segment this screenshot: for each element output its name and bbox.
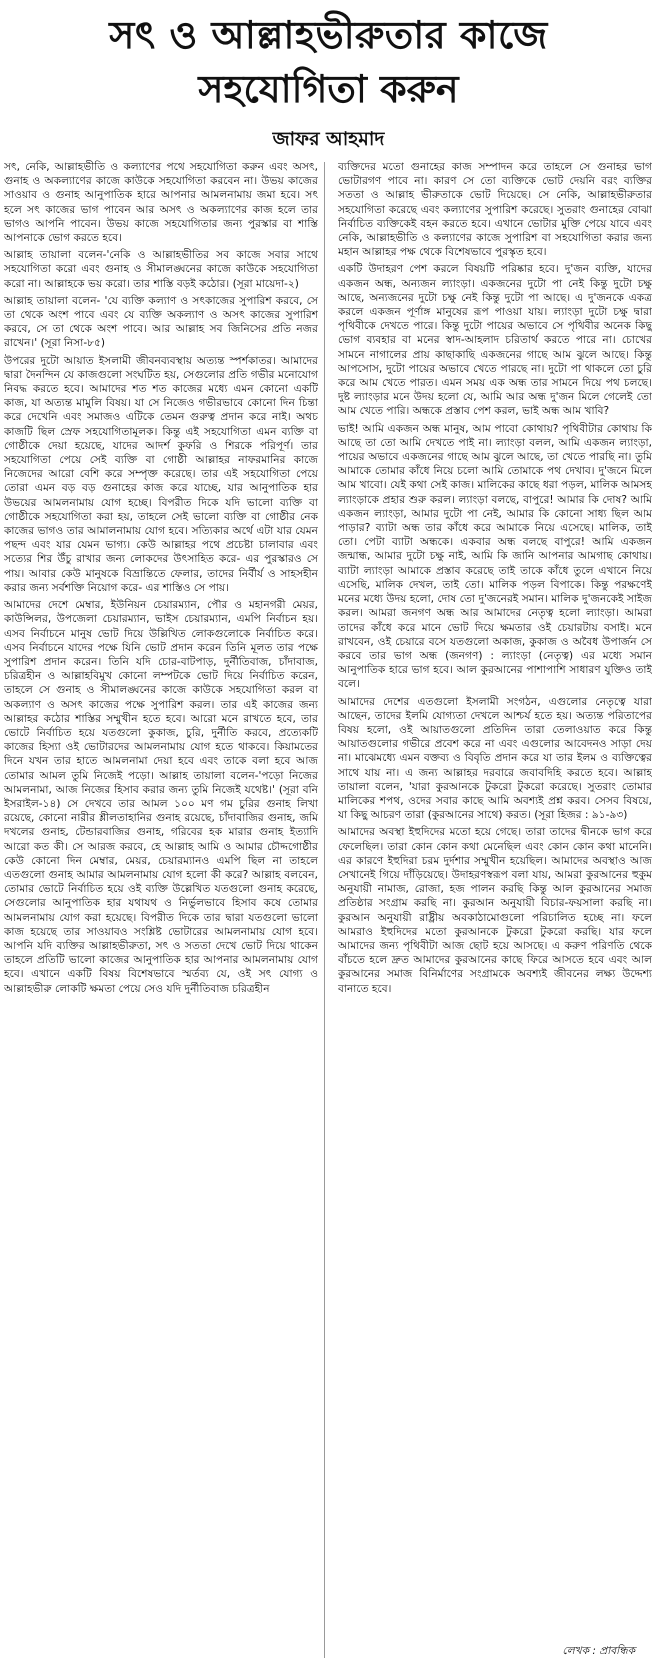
paragraph: উপরের দুটো আয়াত ইসলামী জীবনব্যবস্থায় অত্যন্ত স্পর্শকাতর। আমাদের দ্বারা দৈনন্দিন যে কাজগুলো সংঘটিত হয়, সেগুলোর প্রতি গভীর মনোযোগ নিবদ্ধ করতে হবে। আমাদের শত শত কাজের মধ্যে এমন কোনো একটি কাজ, যা অত্যন্ত মামুলি বিষয়। যা সে নিজেও গভীরভাবে কোনো দিন চিন্তা করে দেখেনি এবং সমাজও এটিকে তেমন গুরুত্ব প্রদান করে নাই। অথচ কাজটি ছিল স্রেফ সহযোগিতামূলক। কিন্তু এই সহযোগিতা এমন ব্যক্তি বা গোষ্ঠীকে দেয়া হয়েছে, যাদের আদর্শ কুফরি ও শিরকে পরিপূর্ণ। তার সহযোগিতা পেয়ে সেই ব্যক্তি বা গোষ্ঠী আল্লাহর নাফরমানির কাজে নিজেদের আরো বেশি করে সম্পৃক্ত করেছে। তার এই সহযোগিতা পেয়ে তোরা এমন বড় বড় গুনাহের কাজ করে যাচ্ছে, যার আনুপাতিক হার উভয়ের আমলনামায় যোগ হচ্ছে। বিপরীত দিকে যদি ভালো ব্যক্তি বা গোষ্ঠীকে সহযোগিতা করা হয়, তাহলে সেই ভালো ব্যক্তি বা গোষ্ঠীর নেক কাজের ভাগও তার আমালনামায় যোগ হবে। সত্যিকার অর্থে এটা যার যেমন পছন্দ এবং যার যেমন ভাগ্য। কেউ আল্লাহর পথে প্রচেষ্টা চালাবার এবং সত্যের শির উঁচু রাখার জন্য লোকদের উৎসাহিত করে- এর পুরস্কারও সে পায়। আবার কেউ মানুষকে বিভ্রান্তিতে ফেলার, তাদের নির্বীর্য ও সাহসহীন করার জন্য সর্বশক্তি নিয়োগ করে- এর শাস্তিও সে পায়।	[4, 354, 318, 594]
paragraph: ব্যক্তিদের মতো গুনাহের কাজ সম্পাদন করে তাহলে সে গুনাহর ভাগ ভোটারগণ পাবে না। কারণ সে তো ব্যক্তিকে ভোট দেয়নি বরং ব্যক্তির সততা ও আল্লাহ ভীরুতাকে ভোট দিয়েছে। সে নেকি, আল্লাহভীরুতার সহযোগিতা করেছে এবং কল্যাণের সুপারিশ করেছে। সুতরাং গুনাহের বোঝা নির্বাচিত ব্যক্তিকেই বহন করতে হবে। এখানে ভোটার মুক্তি পেয়ে যাবে এবং নেকি, আল্লাহভীতি ও কল্যাণের কাজে সুপারিশ বা সহযোগিতা করার জন্য মহান আল্লাহর পক্ষ থেকে বিশেষভাবে পুরস্কৃত হবে।	[338, 161, 652, 259]
paragraph: আমাদের দেশে মেম্বার, ইউনিয়ন চেয়ারম্যান, পৌর ও মহানগরী মেয়র, কাউন্সিলর, উপজেলা চেয়ারম্যান, ভাইস চেয়ারম্যান, এমপি নির্বাচন হয়। এসব নির্বাচনে মানুষ ভোট দিয়ে উল্লিখিত লোকগুলোকে নির্বাচিত করে। এসব নির্বাচনে যাদের পক্ষে যিনি ভোট প্রদান করেন তিনি মূলত তার পক্ষে সুপারিশ প্রদান করেন। তিনি যদি চোর-বাটপাড়, দুর্নীতিবাজ, চাঁদাবাজ, চরিত্রহীন ও আল্লাহবিমুখ কোনো লম্পটকে ভোট দিয়ে নির্বাচিত করেন, তাহলে সে গুনাহ ও সীমালঙ্ঘনের কাজে কাউকে সহযোগিতা করল বা অকল্যাণ ও অসৎ কাজের পক্ষে সুপারিশ করল। তার এই কাজের জন্য আল্লাহর কঠোর শাস্তির সম্মুখীন হতে হবে। আরো মনে রাখতে হবে, তার ভোটে নির্বাচিত হয়ে যতগুলো কুকাজ, চুরি, দুর্নীতি করবে, প্রত্যেকটি কাজের হিস্যা ওই ভোটারদের আমলনামায় যোগ হতে থাকবে। কিয়ামতের দিনে যখন তার হাতে আমলনামা দেয়া হবে এবং তাকে বলা হবে আজ তোমার আমল তুমি নিজেই পড়ো। আল্লাহ তায়ালা বলেন-'পড়ো নিজের আমলনামা, আজ নিজের হিসাব করার জন্য তুমি নিজেই যথেষ্ট।' (সূরা বনি ইসরাইল-১৪) সে দেখবে তার আমল ১০০ মণ গম চুরির গুনাহ লিখা রয়েছে, কোনো নারীর শ্লীলতাহানির গুনাহ রয়েছে, চাঁদাবাজির গুনাহ, জমি দখলের গুনাহ, টেন্ডারবাজির গুনাহ, গরিবের হক মারার গুনাহ ইত্যাদি আরো কত কী। সে আরজ করবে, হে আল্লাহ আমি ও আমার চৌদ্দগোষ্ঠীর কেউ কোনো দিন মেম্বার, মেয়র, চেয়ারম্যানও এমপি ছিল না তাহলে এতগুলো গুনাহ আমার আমলনামায় যোগ হলো কী করে? আল্লাহ বলবেন, তোমার ভোটে নির্বাচিত হয়ে ওই ব্যক্তি উল্লেখিত যতগুলো গুনাহ করেছে, সেগুলোর আনুপাতিক হার যথাযথ ও নির্ভুলভাবে হিসাব কষে তোমার আমলনামায় যোগ করা হয়েছে। বিপরীত দিকে তার দ্বারা যতগুলো ভালো কাজ হয়েছে তার সাওয়াবও সংশ্লিষ্ট ভোটারের আমলনামায় যোগ হবে। আপনি যদি ব্যক্তির আল্লাহভীরুতা, সৎ ও সততা দেখে ভোট দিয়ে থাকেন তাহলে প্রতিটি ভালো কাজের আনুপাতিক হার আপনার আমলনামায় যোগ হবে। এখানে একটি বিষয় বিশেষভাবে স্মর্তব্য যে, ওই সৎ যোগ্য ও আল্লাহভীরু লোকটি ক্ষমতা পেয়ে সেও যদি দুর্নীতিবাজ চরিত্রহীন	[4, 599, 318, 995]
author-byline: জাফর আহমাদ	[272, 128, 385, 150]
paragraph: আমাদের দেশের এতগুলো ইসলামী সংগঠন, এগুলোর নেতৃত্বে যারা আছেন, তাদের ইলমি যোগ্যতা দেখলে আশ্চর্য হতে হয়। অত্যন্ত পরিতাপের বিষয় হলো, ওই আয়াতগুলো প্রতিদিন তারা তেলাওয়াত করে কিন্তু আয়াতগুলোর গভীরে প্রবেশ করে না এবং এগুলোর আবেদনও সাড়া দেয় না। মাঝেমধ্যে এমন বক্তব্য ও বিবৃতি প্রদান করে যা তার ইলম ও ব্যক্তিত্বের সাথে যায় না। এ জন্য আল্লাহর দরবারে জবাবদিহি করতে হবে। আল্লাহ তায়ালা বলেন, 'যারা কুরআনকে টুকরো টুকরো করেছে। সুতরাং তোমার মালিকের শপথ, ওদের সবার কাছে আমি অবশ্যই প্রশ্ন করব। সেসব বিষয়ে, যা কিছু আচরণ তারা (কুরআনের সাথে) করত। (সূরা হিজর : ৯১-৯৩)	[338, 695, 652, 822]
paragraph: আল্লাহ তায়ালা বলেন-'নেকি ও আল্লাহভীতির সব কাজে সবার সাথে সহযোগিতা করো এবং গুনাহ ও সীমালঙ্ঘনের কাজে কাউকে সহযোগিতা করো না। আল্লাহকে ভয় করো। তার শাস্তি বড়ই কঠোর। (সূরা মায়েদা-২)	[4, 249, 318, 290]
paragraph: ভাই! আমি একজন অন্ধ মানুষ, আম পাবো কোথায়? পৃথিবীটার কোথায় কি আছে তা তো আমি দেখতে পাই না। ল্যাংড়া বলল, আমি একজন ল্যাংড়া, পায়ের অভাবে একজনের গাছে আম ঝুলে আছে, তা খেতে পারছি না। তুমি আমাকে তোমার কাঁধে নিয়ে চলো আমি তোমাকে পথ দেখাব। দু'জনে মিলে আম খাবো। যেই কথা সেই কাজ। মালিকের কাছে ধরা পড়ল, মালিক আমসহ ল্যাংড়াকে প্রহার শুরু করল। ল্যাংড়া বলছে, বাপুরে! আমার কি দোষ? আমি একজন ল্যাংড়া, আমার দুটো পা নেই, আমার কি কোনো সাধ্য ছিল আম পাড়ার? ব্যাটা অন্ধ তার কাঁধে করে আমাকে নিয়ে এসেছে। মালিক, তাই তো। পেটা ব্যাটা অন্ধকে। একবার অন্ধ বলছে বাপুরে! আমি একজন জন্মান্ধ, আমার দুটো চক্ষু নাই, আমি কি জানি আপনার আমগাছ কোথায়। ব্যাটা ল্যাংড়া আমাকে প্রস্তাব করেছে তাই তাকে কাঁধে তুলে এখানে নিয়ে এসেছি, মালিক দেখল, তাই তো। মালিক পড়ল বিপাকে। কিন্তু পরক্ষণেই মনের মধ্যে উদয় হলো, দোষ তো দু'জনেরই সমান। মালিক দু'জনকেই সাইজ করল। আমরা জনগণ অন্ধ আর আমাদের নেতৃত্ব হলো ল্যাংড়া। আমরা তাদের কাঁধে করে মানে ভোট দিয়ে ক্ষমতার ওই চেয়ারটায় বসাই। মনে রাখবেন, ওই চেয়ারে বসে যতগুলো অকাজ, কুকাজ ও অবৈধ উপার্জন সে করবে তার ভাগ অন্ধ (জনগণ) : ল্যাংড়া (নেতৃত্ব) এর মধ্যে সমান আনুপাতিক হারে ভাগ হবে। আল কুরআনের পাশাপাশি সাধারণ যুক্তিও তাই বলে।	[338, 422, 652, 691]
article-body	[4, 160, 653, 1660]
paragraph: সৎ, নেকি, আল্লাহভীতি ও কল্যাণের পথে সহযোগিতা করুন এবং অসৎ, গুনাহ ও অকল্যাণের কাজে কাউকে সহযোগিতা করবেন না। উভয় কাজের সাওয়াব ও গুনাহ আনুপাতিক হারে আপনার আমলনামায় জমা হবে। সৎ হলে সৎ কাজের ভাগ পাবেন আর অসৎ ও অকল্যাণের কাজ হলে তার ভাগও আপনি পাবেন। উভয় কাজে সহযোগিতার জন্য পুরস্কার বা শাস্তি আপনাকে ভোগ করতে হবে।	[4, 161, 318, 245]
left-column	[4, 160, 318, 1660]
right-column	[338, 160, 652, 1660]
paragraph: আল্লাহ তায়ালা বলেন- 'যে ব্যক্তি কল্যাণ ও সৎকাজের সুপারিশ করবে, সে তা থেকে অংশ পাবে এবং যে ব্যক্তি অকল্যাণ ও অসৎ কাজের সুপারিশ করবে, সে তা থেকে অংশ পাবে। আর আল্লাহ সব জিনিসের প্রতি নজর রাখেন।' (সূরা নিসা-৮৫)	[4, 294, 318, 350]
headline-line-2: সহযোগিতা করুন	[198, 67, 459, 111]
paragraph: একটি উদাহরণ পেশ করলে বিষয়টি পরিষ্কার হবে। দু'জন ব্যক্তি, যাদের একজন অন্ধ, অন্যজন ল্যাংড়া। একজনের দুটো পা নেই কিন্তু দুটো চক্ষু আছে, অন্যজনের দুটো চক্ষু নেই কিন্তু দুটো পা আছে। এ দু'জনকে একত্র করলে একজন পূর্ণাঙ্গ মানুষের রূপ পাওয়া যায়। ল্যাংড়া দুটো চক্ষু দ্বারা পৃথিবীকে দেখতে পারে। কিন্তু দুটো পায়ের অভাবে সে পৃথিবীর অনেক কিছু ভোগ ব্যবহার বা মনের স্বাদ-আহলাদ চরিতার্থ করতে পারে না। চোখের সামনে নাগালের প্রায় কাছাকাছি একজনের গাছে আম ঝুলে আছে। কিন্তু আপসোস, দুটো পায়ের অভাবে খেতে পারছে না। দুটো পা থাকলে তো চুরি করে আম খেতে পারত। এমন সময় এক অন্ধ তার সামনে দিয়ে পথ চলছে। দুষ্ট ল্যাংড়ার মনে উদয় হলো যে, আমি আর অন্ধ দু'জন মিলে গেলেই তো আম খেতে পারি। অন্ধকে প্রস্তাব পেশ করল, ভাই অন্ধ আম খাবি?	[338, 263, 652, 418]
headline-line-1: সৎ ও আল্লাহভীরুতার কাজে	[109, 13, 548, 57]
author-signature: লেখক : প্রাবন্ধিক	[562, 1645, 635, 1657]
paragraph: আমাদের অবস্থা ইহুদিদের মতো হয়ে গেছে। তারা তাদের দ্বীনকে ভাগ করে ফেলেছিল। তারা কোন কোন কথা মেনেছিল এবং কোন কোন কথা মানেনি। এর কারণে ইহুদিরা চরম দুর্দশার সম্মুখীন হয়েছিল। আমাদের অবস্থাও আজ সেখানেই গিয়ে দাঁড়িয়েছে। উদাহরণস্বরূপ বলা যায়, আমরা কুরআনের হুকুম অনুযায়ী নামাজ, রোজা, হজ পালন করছি কিন্তু আল কুরআনের সমাজ প্রতিষ্ঠার সংগ্রাম করছি না। কুরআন অনুযায়ী বিচার-ফয়সালা করছি না। কুরআন অনুযায়ী রাষ্ট্রীয় অবকাঠামোগুলো পরিচালিত হচ্ছে না। ফলে আমরাও ইহুদিদের মতো কুরআনকে টুকরো টুকরো করছি। যার ফলে আমাদের জন্য পৃথিবীটা আজ ছোট হয়ে আসছে। এ করুণ পরিণতি থেকে বাঁচতে হলে দ্রুত আমাদের কুরআনের কাছে ফিরে আসতে হবে এবং আল কুরআনের সমাজ বিনির্মাণের সংগ্রামকে অবশ্যই জীবনের লক্ষ্য উদ্দেশ্য বানাতে হবে।	[338, 826, 652, 995]
